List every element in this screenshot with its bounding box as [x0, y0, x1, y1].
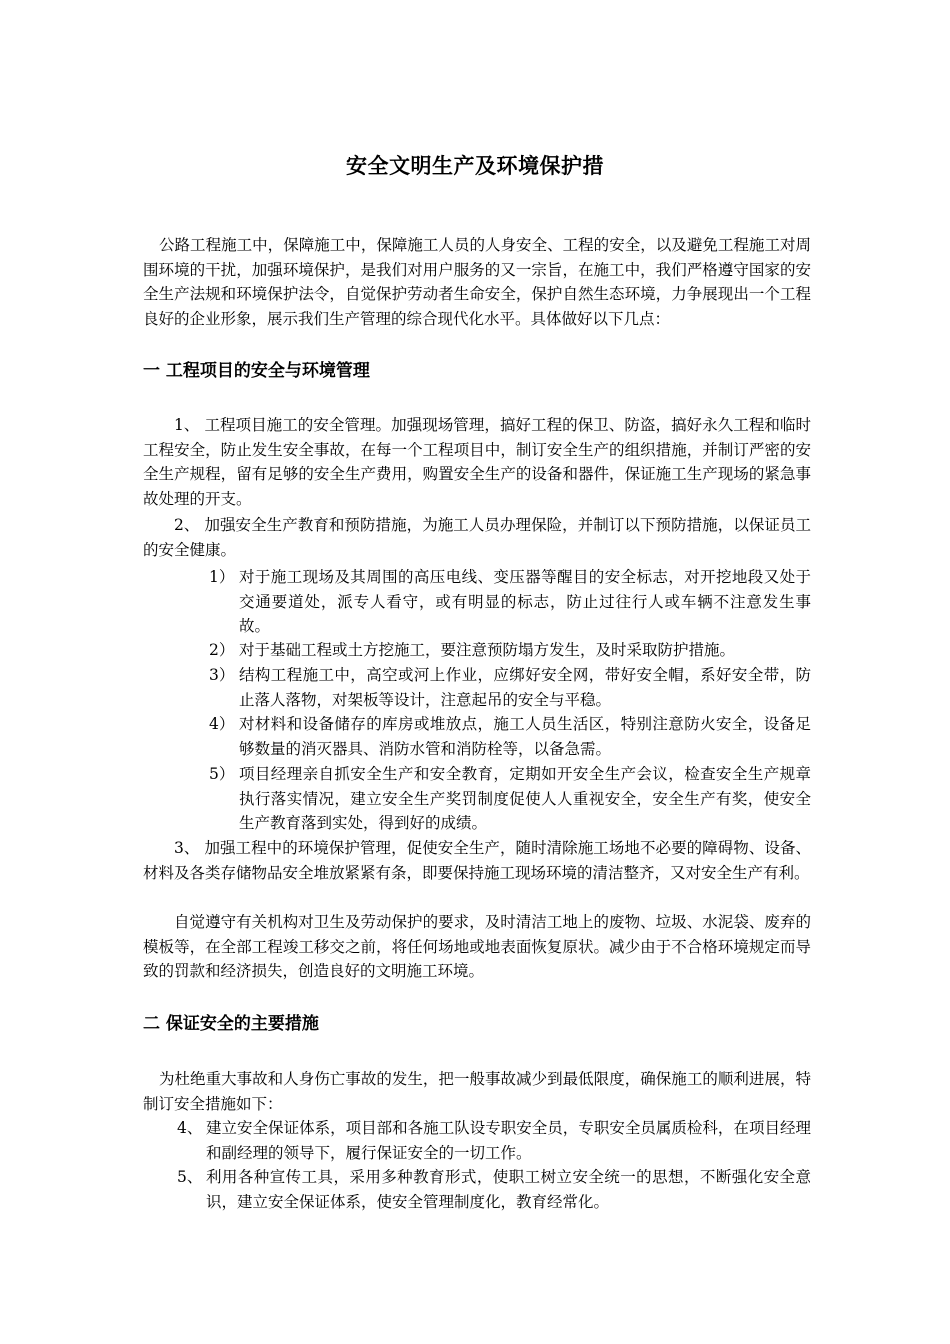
list-item — [143, 712, 811, 761]
section1-paragraph-4: 自觉遵守有关机构对卫生及劳动保护的要求，及时清洁工地上的废物、垃圾、水泥袋、废弃的模板等，在全部工程竣工移交之前，将任何场地或地表面恢复原状。减少由于不合格环境规定而导致的罚款和经济损失，创造良好的文明施工环境。 — [143, 913, 811, 981]
list-item-text: 利用各种宣传工具，采用多种教育形式，使职工树立安全统一的思想，不断强化安全意识，建立安全保证体系，使安全管理制度化，教育经常化。 — [206, 1168, 811, 1211]
section1-heading: 一 工程项目的安全与环境管理 — [143, 361, 370, 381]
list-item — [143, 762, 811, 836]
list-item-text: 建立安全保证体系，项目部和各施工队设专职安全员，专职安全员属质检科，在项目经理和副经理的领导下，履行保证安全的一切工作。 — [206, 1119, 811, 1162]
list-item — [143, 638, 811, 663]
list-item-number: 5） — [209, 765, 235, 783]
list-item-text: 结构工程施工中，高空或河上作业，应绑好安全网，带好安全帽，系好安全带，防止落人落物，对架板等设计，注意起吊的安全与平稳。 — [239, 666, 811, 709]
list-item-number: 3） — [209, 666, 235, 684]
list-item — [143, 663, 811, 712]
list-item — [143, 1116, 811, 1165]
list-item-number: 4） — [209, 715, 235, 733]
section1-paragraph-3: 3、 加强工程中的环境保护管理，促使安全生产，随时清除施工场地不必要的障碍物、设备、材料及各类存储物品安全堆放紧紧有条，即要保持施工现场环境的清洁整齐，又对安全生产有利。 — [143, 839, 811, 882]
list-item — [143, 565, 811, 639]
list-item-number: 4、 — [177, 1119, 203, 1137]
list-item-text: 对于基础工程或土方挖施工，要注意预防塌方发生，及时采取防护措施。 — [239, 641, 736, 659]
page-title: 安全文明生产及环境保护措 — [346, 153, 604, 178]
intro-paragraph: 公路工程施工中，保障施工中，保障施工人员的人身安全、工程的安全，以及避免工程施工对周围环境的干扰，加强环境保护，是我们对用户服务的又一宗旨，在施工中，我们严格遵守国家的安全生产法规和环境保护法令，自觉保护劳动者生命安全，保护自然生态环境，力争展现出一个工程良好的企业形象，展示我们生产管理的综合现代化水平。具体做好以下几点： — [143, 236, 811, 328]
section2-intro: 为杜绝重大事故和人身伤亡事故的发生，把一般事故减少到最低限度，确保施工的顺利进展，特制订安全措施如下： — [143, 1070, 811, 1113]
list-item-number: 1） — [209, 568, 235, 586]
section2-heading: 二 保证安全的主要措施 — [143, 1014, 319, 1034]
section1-paragraph-2: 2、 加强安全生产教育和预防措施，为施工人员办理保险，并制订以下预防措施，以保证员工的安全健康。 — [143, 516, 811, 559]
list-item-text: 对于施工现场及其周围的高压电线、变压器等醒目的安全标志，对开挖地段又处于交通要道处，派专人看守，或有明显的标志，防止过往行人或车辆不注意发生事故。 — [239, 568, 811, 636]
section1-paragraph-1: 1、 工程项目施工的安全管理。加强现场管理，搞好工程的保卫、防盗，搞好永久工程和临时工程安全，防止发生安全事故，在每一个工程项目中，制订安全生产的组织措施，并制订严密的安全生产规程，留有足够的安全生产费用，购置安全生产的设备和器件，保证施工生产现场的紧急事故处理的开支。 — [143, 416, 811, 508]
list-item-text: 对材料和设备储存的库房或堆放点，施工人员生活区，特别注意防火安全，设备足够数量的消灭器具、消防水管和消防栓等，以备急需。 — [239, 715, 811, 758]
list-item — [143, 1165, 811, 1214]
list-item-number: 2） — [209, 641, 235, 659]
list-item-number: 5、 — [177, 1168, 203, 1186]
list-item-text: 项目经理亲自抓安全生产和安全教育，定期如开安全生产会议，检查安全生产规章执行落实情况，建立安全生产奖罚制度促使人人重视安全，安全生产有奖，使安全生产教育落到实处，得到好的成绩。 — [239, 765, 811, 833]
